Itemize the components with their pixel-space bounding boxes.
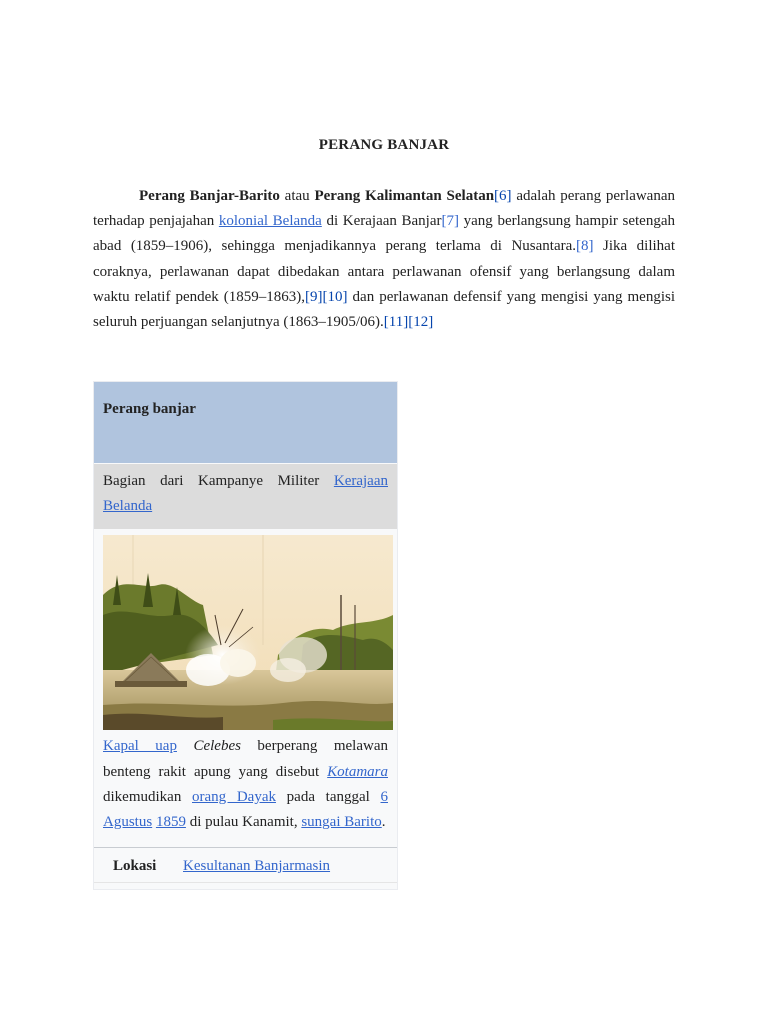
- caption-text-4: di pulau Kanamit,: [185, 814, 302, 831]
- date-link[interactable]: 6 Agustus: [103, 788, 388, 831]
- caption-text-2: dikemudikan: [103, 788, 192, 805]
- kotamara-link-text: Kotamara: [327, 763, 388, 780]
- caption-text-3: pada tanggal: [275, 788, 381, 805]
- location-label: Lokasi: [113, 858, 157, 875]
- infobox-subtitle-text: Bagian dari Kampanye Militer: [103, 473, 334, 489]
- intro-text-4: Jika dilihat coraknya, perlawanan dapat dibedakan antara perlawanan ofensif yang berlangsung dalam waktu relatif pendek (1859–1863),: [93, 238, 676, 305]
- ref-12-link[interactable]: [12]: [408, 314, 434, 331]
- page-title: PERANG BANJAR: [318, 137, 450, 153]
- battle-painting-image[interactable]: [103, 535, 393, 730]
- kapal-uap-link[interactable]: Kapal uap: [103, 738, 177, 755]
- kolonial-belanda-link[interactable]: kolonial Belanda: [218, 213, 322, 230]
- caption-text-1: berperang melawan benteng rakit apung yang disebut: [103, 738, 389, 780]
- intro-text-5: dan perlawanan defensif yang mengisi yang mengisi seluruh perjuangan selanjutnya (1863–1905/06).: [93, 288, 675, 331]
- ship-name: Celebes: [193, 738, 241, 755]
- ref-8-link[interactable]: [8]: [576, 238, 594, 255]
- infobox-location-row: [94, 847, 397, 883]
- bold-name-2: Perang Kalimantan Selatan: [314, 188, 495, 204]
- text-or: atau: [279, 188, 315, 204]
- ref-11-link[interactable]: [11]: [383, 314, 409, 331]
- intro-text-2: di Kerajaan Banjar: [321, 213, 442, 230]
- intro-text-1: adalah perang perlawanan terhadap penjajahan: [93, 188, 675, 230]
- ref-6-link[interactable]: [6]: [494, 188, 512, 204]
- orang-dayak-link[interactable]: orang Dayak: [192, 788, 276, 805]
- intro-paragraph: [93, 184, 675, 335]
- infobox-header: Perang banjar: [94, 382, 397, 463]
- intro-text-3: yang berlangsung hampir setengah abad (1859–1906), sehingga menjadikannya perang terlama di Nusantara.: [93, 213, 675, 255]
- ref-7-link[interactable]: [7]: [441, 213, 460, 230]
- sungai-barito-link[interactable]: sungai Barito: [301, 814, 382, 831]
- infobox-caption: [94, 730, 397, 847]
- kotamara-link[interactable]: [327, 764, 388, 780]
- caption-text-5: .: [381, 814, 386, 831]
- ref-10-link[interactable]: [10]: [322, 288, 348, 305]
- infobox-image-wrap: [94, 529, 397, 730]
- infobox: [93, 381, 398, 890]
- location-link[interactable]: Kesultanan Banjarmasin: [183, 858, 331, 875]
- infobox-subtitle: [94, 464, 397, 529]
- year-link[interactable]: 1859: [155, 814, 186, 831]
- ref-9-link[interactable]: [9]: [305, 288, 323, 305]
- kerajaan-belanda-link[interactable]: Kerajaan Belanda: [103, 473, 388, 515]
- bold-name-1: Perang Banjar-Barito: [139, 188, 280, 204]
